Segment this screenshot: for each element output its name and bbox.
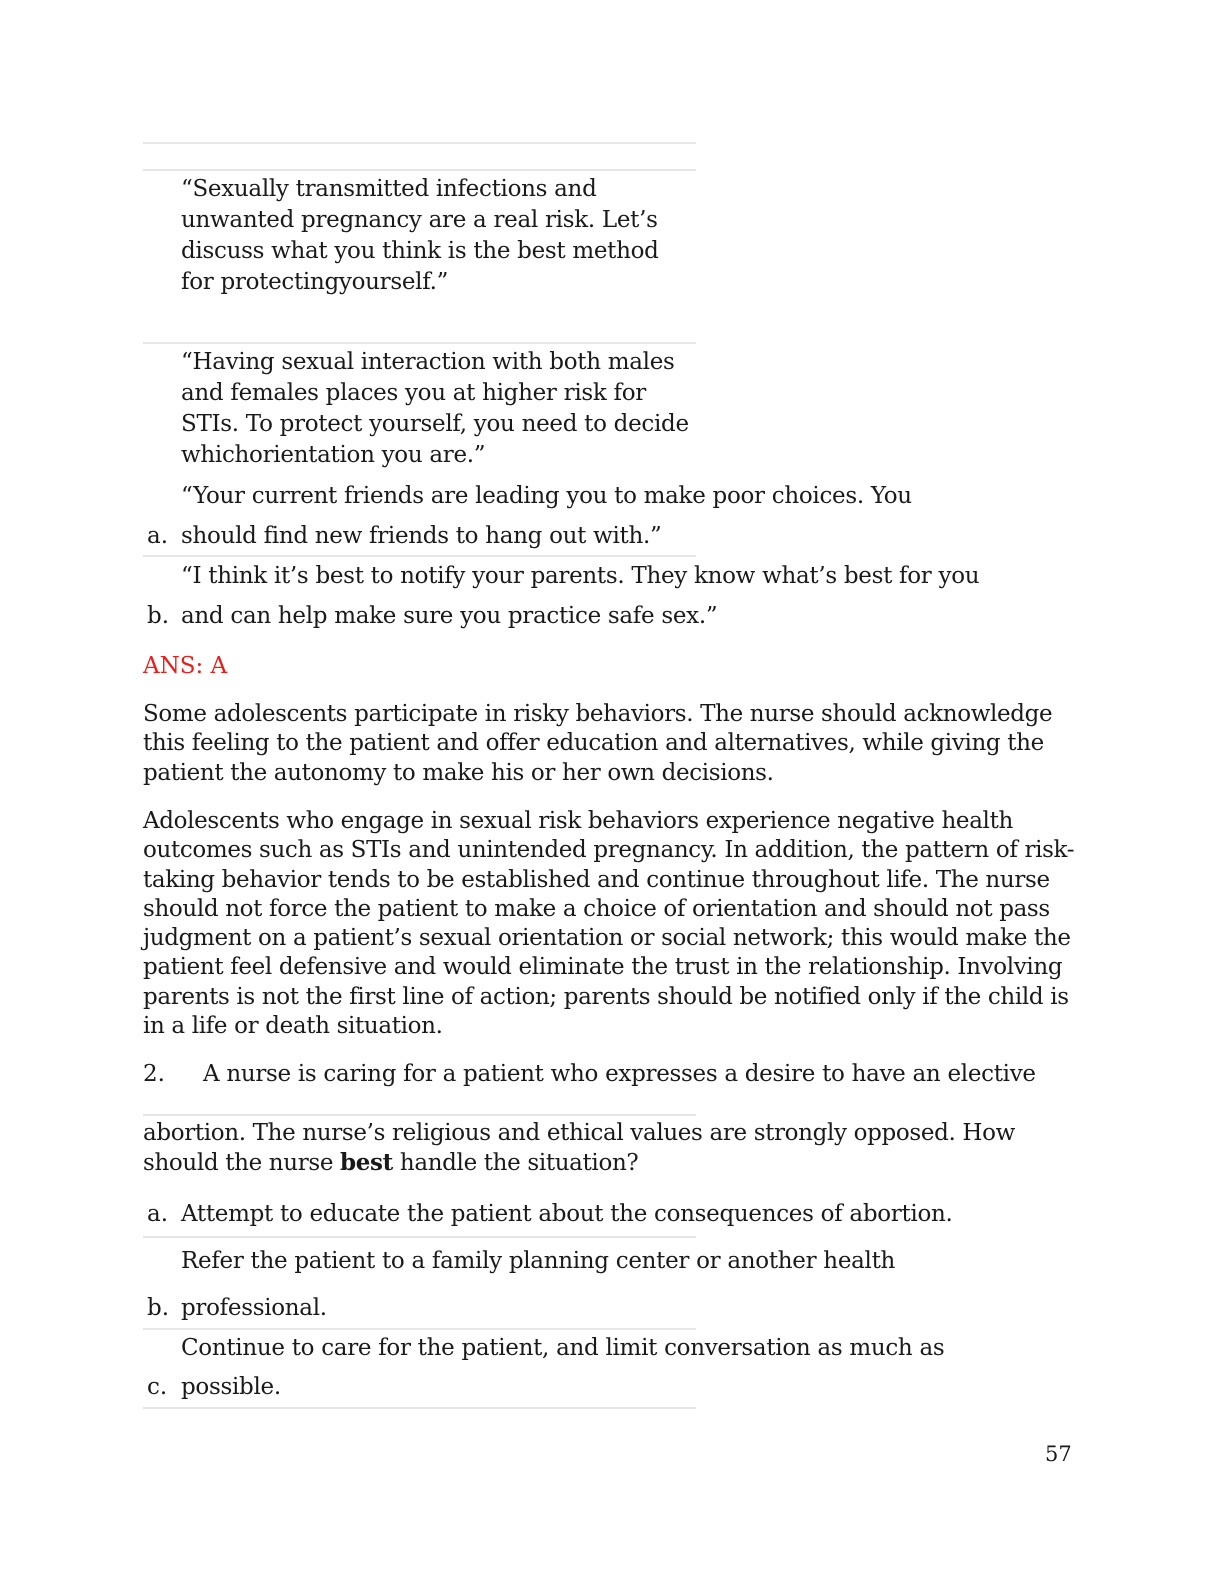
q2-option-b-line1: Refer the patient to a family planning center or another health [181,1248,896,1274]
divider [143,1114,696,1116]
question-stem-emphasis: best [340,1149,393,1177]
q2-option-b-marker: b. [147,1295,170,1321]
divider [143,1328,696,1330]
question-stem-part1: abortion. The nurse’s religious and ethical values are strongly opposed. How should the nurse [143,1120,1015,1177]
q1-option-b-line2: and can help make sure you practice safe sex.” [181,603,718,629]
page-number: 57 [1045,1442,1072,1466]
q2-option-a-text: Attempt to educate the patient about the consequences of abortion. [181,1201,953,1227]
question-stem-part2: handle the situation? [392,1150,639,1177]
rationale-paragraph-2: Adolescents who engage in sexual risk behaviors experience negative health outcomes such as STIs and unintended pregnancy. In addition, the pattern of risk-taking behavior tends to be established and continue throughout life. The nurse should not force the patient to make a choice of orientation and should not pass judgment on a patient’s sexual orientation or social network; this would make the patient feel defensive and would eliminate the trust in the relationship. Involving parents is not the first line of action; parents should be notified only if the child is in a life or death situation. [143,808,1075,1040]
divider [143,142,696,144]
q2-option-c-marker: c. [147,1374,168,1400]
question-number: 2. [143,1061,165,1087]
q1-option-b-line1: “I think it’s best to notify your parents. They know what’s best for you [181,563,980,589]
q2-option-c-line1: Continue to care for the patient, and limit conversation as much as [181,1335,945,1361]
q1-option-b-marker: b. [147,603,170,629]
q1-option-a-line2: should find new friends to hang out with.” [181,523,662,549]
answer-key: ANS: A [143,653,228,679]
divider [143,1407,696,1409]
q2-option-c-line2: possible. [181,1374,281,1400]
question-stem-line1: A nurse is caring for a patient who expresses a desire to have an elective [203,1061,1036,1087]
divider [143,342,696,344]
divider [143,169,696,171]
question-stem-continued [143,1119,1023,1179]
q1-option-d-text: “Having sexual interaction with both males and females places you at higher risk for STIs. To protect yourself, you need to decide whichorientation you are.” [181,349,689,468]
q1-option-a-marker: a. [147,523,169,549]
q1-option-a-line1: “Your current friends are leading you to make poor choices. You [181,483,912,509]
divider [143,555,696,557]
q2-option-b-line2: professional. [181,1295,327,1321]
q2-option-a-marker: a. [147,1201,169,1227]
rationale-paragraph-1: Some adolescents participate in risky behaviors. The nurse should acknowledge this feeling to the patient and offer education and alternatives, while giving the patient the autonomy to make his or her own decisions. [143,701,1053,786]
divider [143,1236,696,1238]
q1-option-c-text: “Sexually transmitted infections and unwanted pregnancy are a real risk. Let’s discuss what you think is the best method for protectingyourself.” [181,176,659,295]
